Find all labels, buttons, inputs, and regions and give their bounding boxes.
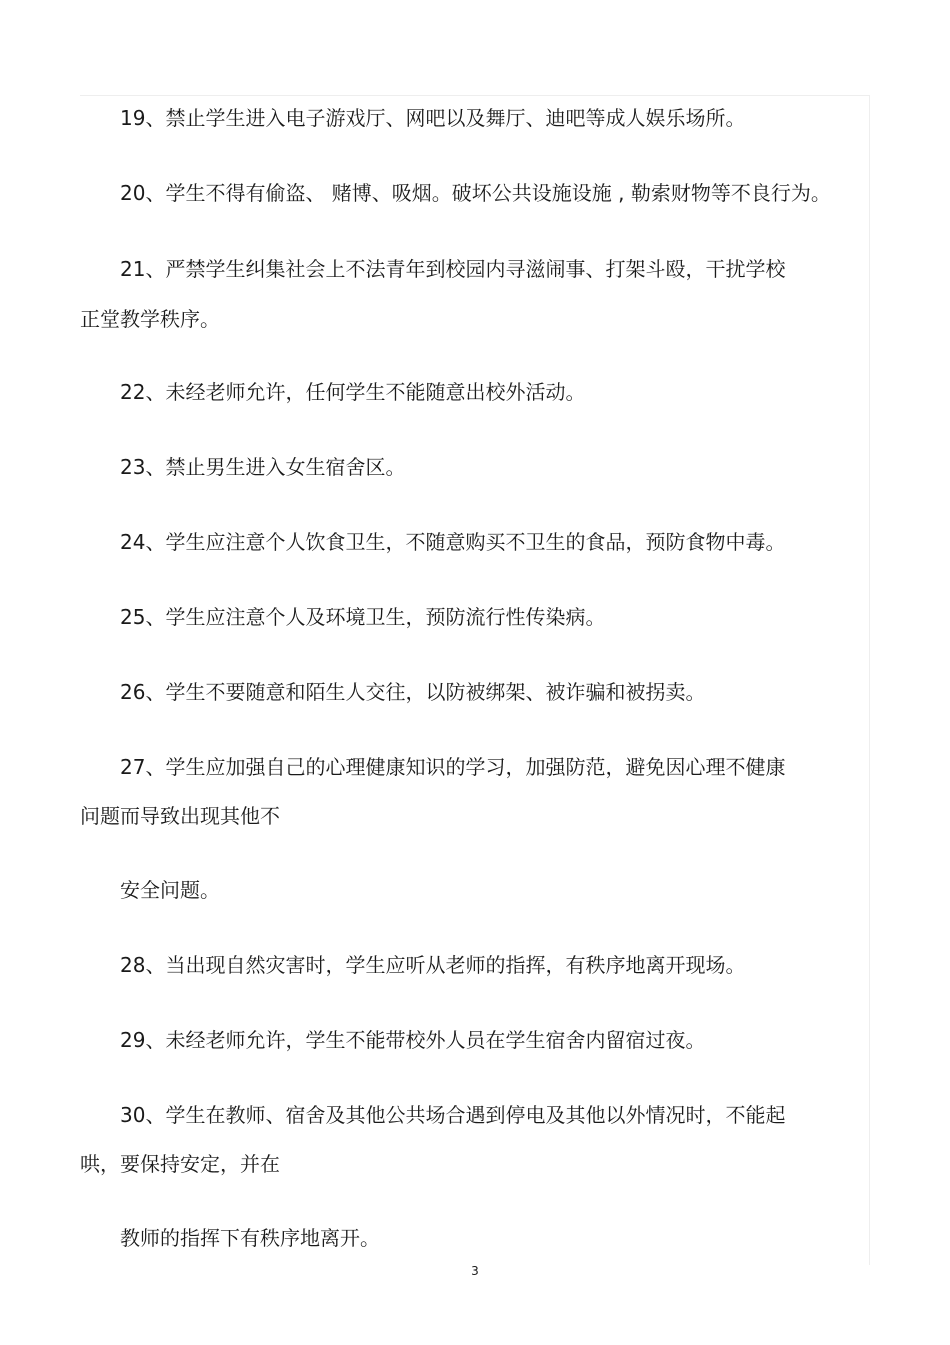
rule-30-continuation: 哄，要保持安定，并在	[80, 1152, 280, 1176]
rule-20: 20、学生不得有偷盗、 赌博、吸烟。破坏公共设施设施 , 勒索财物等不良行为。	[120, 181, 831, 205]
page-number: 3	[471, 1264, 479, 1278]
rule-27-continuation-2: 安全问题。	[120, 878, 220, 902]
rule-24: 24、学生应注意个人饮食卫生，不随意购买不卫生的食品，预防食物中毒。	[120, 530, 786, 554]
rule-26: 26、学生不要随意和陌生人交往，以防被绑架、被诈骗和被拐卖。	[120, 680, 706, 704]
rule-28: 28、当出现自然灾害时，学生应听从老师的指挥，有秩序地离开现场。	[120, 953, 746, 977]
rule-30: 30、学生在教师、宿舍及其他公共场合遇到停电及其他以外情况时，不能起	[120, 1103, 786, 1127]
page-border-right	[869, 95, 870, 1265]
rule-25: 25、学生应注意个人及环境卫生，预防流行性传染病。	[120, 605, 606, 629]
rule-27: 27、学生应加强自己的心理健康知识的学习，加强防范，避免因心理不健康	[120, 755, 786, 779]
rule-21-continuation: 正堂教学秩序。	[80, 307, 220, 331]
rule-23: 23、禁止男生进入女生宿舍区。	[120, 455, 406, 479]
page-border-top	[80, 95, 870, 96]
rule-19: 19、禁止学生进入电子游戏厅、网吧以及舞厅、迪吧等成人娱乐场所。	[120, 106, 746, 130]
rule-29: 29、未经老师允许，学生不能带校外人员在学生宿舍内留宿过夜。	[120, 1028, 706, 1052]
rule-21: 21、严禁学生纠集社会上不法青年到校园内寻滋闹事、打架斗殴，干扰学校	[120, 257, 786, 281]
rule-27-continuation: 问题而导致出现其他不	[80, 804, 280, 828]
rule-30-continuation-2: 教师的指挥下有秩序地离开。	[120, 1226, 380, 1250]
rule-22: 22、未经老师允许，任何学生不能随意出校外活动。	[120, 380, 586, 404]
